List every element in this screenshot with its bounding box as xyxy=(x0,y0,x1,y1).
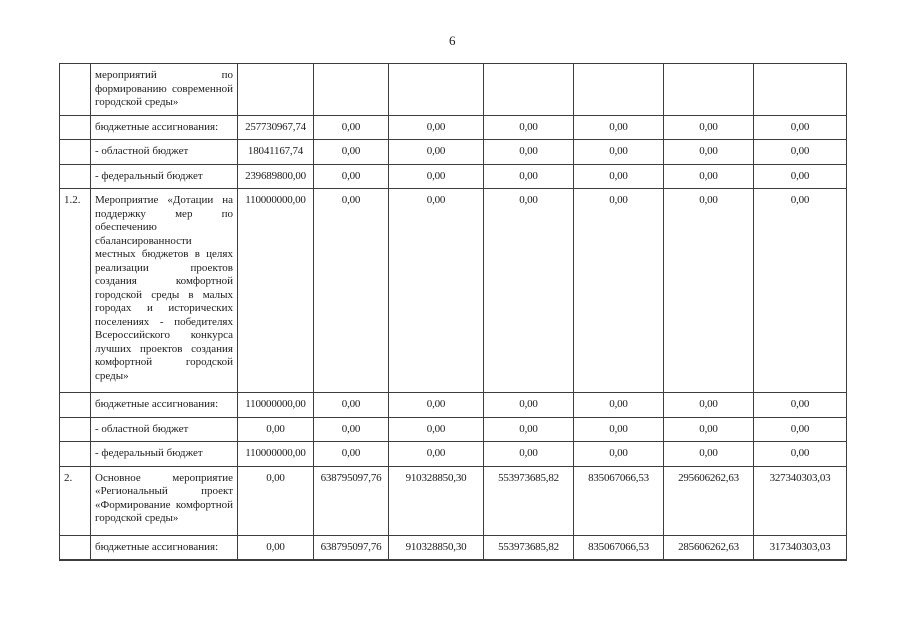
value-cell: 239689800,00 xyxy=(238,164,314,189)
value-cell: 0,00 xyxy=(754,164,847,189)
value-cell xyxy=(484,64,574,116)
row-number-cell xyxy=(60,535,91,560)
value-cell: 0,00 xyxy=(574,393,664,418)
table-row xyxy=(60,466,847,535)
table-row xyxy=(60,189,847,393)
row-label-cell: - областной бюджет xyxy=(91,140,238,165)
value-cell: 0,00 xyxy=(754,189,847,393)
value-cell: 0,00 xyxy=(484,189,574,393)
page-number: 6 xyxy=(449,33,456,48)
value-cell: 0,00 xyxy=(754,140,847,165)
value-cell: 0,00 xyxy=(314,442,389,467)
value-cell xyxy=(664,64,754,116)
value-cell: 553973685,82 xyxy=(484,535,574,560)
value-cell: 0,00 xyxy=(484,417,574,442)
value-cell: 0,00 xyxy=(754,417,847,442)
value-cell: 910328850,30 xyxy=(389,535,484,560)
row-number-cell xyxy=(60,115,91,140)
value-cell: 0,00 xyxy=(389,115,484,140)
value-cell: 110000000,00 xyxy=(238,189,314,393)
row-number-cell xyxy=(60,140,91,165)
value-cell: 835067066,53 xyxy=(574,466,664,535)
table-row xyxy=(60,115,847,140)
row-label-cell: бюджетные ассигнования: xyxy=(91,535,238,560)
table-row xyxy=(60,164,847,189)
value-cell xyxy=(314,64,389,116)
row-label-cell: - федеральный бюджет xyxy=(91,442,238,467)
value-cell: 0,00 xyxy=(484,393,574,418)
table-row xyxy=(60,442,847,467)
value-cell: 0,00 xyxy=(484,140,574,165)
value-cell: 0,00 xyxy=(754,115,847,140)
value-cell: 0,00 xyxy=(754,393,847,418)
table-row xyxy=(60,64,847,116)
row-number-cell xyxy=(60,64,91,116)
value-cell: 0,00 xyxy=(664,164,754,189)
value-cell: 0,00 xyxy=(574,189,664,393)
value-cell: 110000000,00 xyxy=(238,393,314,418)
table-row xyxy=(60,140,847,165)
row-number-cell xyxy=(60,393,91,418)
value-cell xyxy=(754,64,847,116)
value-cell: 0,00 xyxy=(389,393,484,418)
value-cell: 0,00 xyxy=(664,417,754,442)
value-cell: 0,00 xyxy=(238,535,314,560)
value-cell: 257730967,74 xyxy=(238,115,314,140)
value-cell: 0,00 xyxy=(389,417,484,442)
value-cell: 0,00 xyxy=(238,417,314,442)
value-cell: 0,00 xyxy=(574,140,664,165)
value-cell: 295606262,63 xyxy=(664,466,754,535)
value-cell: 0,00 xyxy=(314,417,389,442)
row-label-cell: бюджетные ассигнования: xyxy=(91,393,238,418)
value-cell: 0,00 xyxy=(484,164,574,189)
value-cell: 0,00 xyxy=(314,140,389,165)
value-cell: 0,00 xyxy=(664,140,754,165)
row-label-cell: - федеральный бюджет xyxy=(91,164,238,189)
value-cell: 0,00 xyxy=(484,442,574,467)
row-number-cell: 2. xyxy=(60,466,91,535)
value-cell xyxy=(389,64,484,116)
value-cell: 0,00 xyxy=(664,115,754,140)
row-label-cell: Мероприятие «Дотации на поддержку мер по обеспечению сбалансированности местных бюджетов в целях реализации проектов создания комфортной городской среды в малых городах и исторических поселениях - победителях Всероссийского конкурса лучших проектов создания комфортной городской среды» xyxy=(91,189,238,393)
row-number-cell xyxy=(60,442,91,467)
value-cell: 0,00 xyxy=(314,164,389,189)
row-number-cell: 1.2. xyxy=(60,189,91,393)
value-cell: 0,00 xyxy=(314,189,389,393)
value-cell: 553973685,82 xyxy=(484,466,574,535)
value-cell: 18041167,74 xyxy=(238,140,314,165)
value-cell: 0,00 xyxy=(238,466,314,535)
value-cell: 0,00 xyxy=(664,189,754,393)
value-cell: 910328850,30 xyxy=(389,466,484,535)
value-cell: 317340303,03 xyxy=(754,535,847,560)
budget-table-body xyxy=(60,64,847,561)
value-cell: 0,00 xyxy=(389,140,484,165)
row-number-cell xyxy=(60,164,91,189)
value-cell: 0,00 xyxy=(389,164,484,189)
value-cell: 0,00 xyxy=(314,115,389,140)
value-cell: 0,00 xyxy=(389,189,484,393)
value-cell: 0,00 xyxy=(574,115,664,140)
value-cell: 0,00 xyxy=(314,393,389,418)
value-cell: 327340303,03 xyxy=(754,466,847,535)
table-row xyxy=(60,535,847,560)
value-cell: 0,00 xyxy=(484,115,574,140)
row-label-cell: Основное мероприятие «Региональный проект «Формирование комфортной городской среды» xyxy=(91,466,238,535)
budget-table xyxy=(59,63,847,561)
value-cell: 0,00 xyxy=(389,442,484,467)
row-label-cell: бюджетные ассигнования: xyxy=(91,115,238,140)
value-cell: 0,00 xyxy=(664,393,754,418)
row-label-cell: - областной бюджет xyxy=(91,417,238,442)
value-cell xyxy=(574,64,664,116)
value-cell: 110000000,00 xyxy=(238,442,314,467)
value-cell: 638795097,76 xyxy=(314,466,389,535)
value-cell: 0,00 xyxy=(574,164,664,189)
value-cell: 0,00 xyxy=(574,442,664,467)
value-cell: 285606262,63 xyxy=(664,535,754,560)
value-cell: 0,00 xyxy=(664,442,754,467)
table-row xyxy=(60,393,847,418)
row-number-cell xyxy=(60,417,91,442)
value-cell: 0,00 xyxy=(574,417,664,442)
value-cell xyxy=(238,64,314,116)
value-cell: 835067066,53 xyxy=(574,535,664,560)
table-row xyxy=(60,417,847,442)
row-label-cell: мероприятий по формированию современной городской среды» xyxy=(91,64,238,116)
value-cell: 638795097,76 xyxy=(314,535,389,560)
value-cell: 0,00 xyxy=(754,442,847,467)
